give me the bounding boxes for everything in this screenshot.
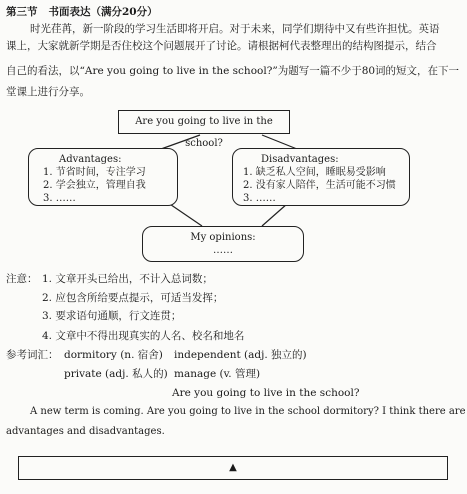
diagram-top-text: Are you going to live in the school? [135, 116, 273, 149]
opinions-box [142, 226, 304, 262]
advantages-item-1: 1. 节省时间，专注学习 [43, 167, 146, 178]
section-title: 书面表达（满分20分） [48, 6, 158, 18]
disadvantages-item-3: 3. …… [243, 193, 276, 204]
prompt-line-4: 堂课上进行分享。 [6, 86, 90, 98]
answer-box[interactable] [18, 456, 448, 480]
notes-label: 注意： [6, 273, 38, 285]
advantages-item-3: 3. …… [43, 193, 76, 204]
note-item-2: 2. 应包含所给要点提示，可适当发挥； [42, 292, 224, 304]
opinions-title: My opinions: [190, 232, 256, 243]
advantages-item-2: 2. 学会独立，管理自我 [43, 180, 146, 191]
vocab-word-4: manage (v. 管理) [174, 368, 261, 380]
opinions-value: …… [213, 245, 233, 256]
essay-line-2: advantages and disadvantages. [6, 426, 165, 437]
disadvantages-item-2: 2. 没有家人陪伴，生活可能不习惯 [243, 180, 396, 191]
vocab-word-1: dormitory (n. 宿舍) [64, 349, 163, 361]
vocab-word-2: independent (adj. 独立的) [174, 349, 307, 361]
disadvantages-item-1: 1. 缺乏私人空间，睡眠易受影响 [243, 167, 386, 178]
vocab-word-3: private (adj. 私人的) [64, 368, 168, 380]
disadvantages-box [232, 148, 410, 206]
essay-title: Are you going to live in the school? [172, 387, 360, 399]
prompt-line-3: 自己的看法，以“Are you going to live in the school?”为题写一篇不少于80词的短文，在下一 [6, 65, 460, 77]
essay-line-1: A new term is coming. Are you going to live in the school dormitory? I think there are [30, 406, 466, 417]
section-number: 第三节 [6, 6, 38, 18]
advantages-box [28, 148, 178, 206]
note-item-3: 3. 要求语句通顺，行文连贯； [42, 310, 182, 322]
diagram-top-box [118, 110, 290, 149]
note-item-4: 4. 文章中不得出现真实的人名、校名和地名 [42, 330, 245, 342]
prompt-line-2: 课上，大家就新学期是否住校这个问题展开了讨论。请根据柯代表整理出的结构图提示，结合 [6, 40, 437, 52]
answer-marker: ▲ [229, 462, 237, 473]
note-item-1: 1. 文章开头已给出，不计入总词数； [42, 273, 213, 285]
vocab-label: 参考词汇： [6, 349, 59, 361]
advantages-title: Advantages: [59, 154, 122, 165]
disadvantages-title: Disadvantages: [261, 154, 339, 165]
prompt-line-1: 时光荏苒，新一阶段的学习生活即将开启。对于未来，同学们期待中又有些许担忧。英语 [30, 23, 440, 35]
